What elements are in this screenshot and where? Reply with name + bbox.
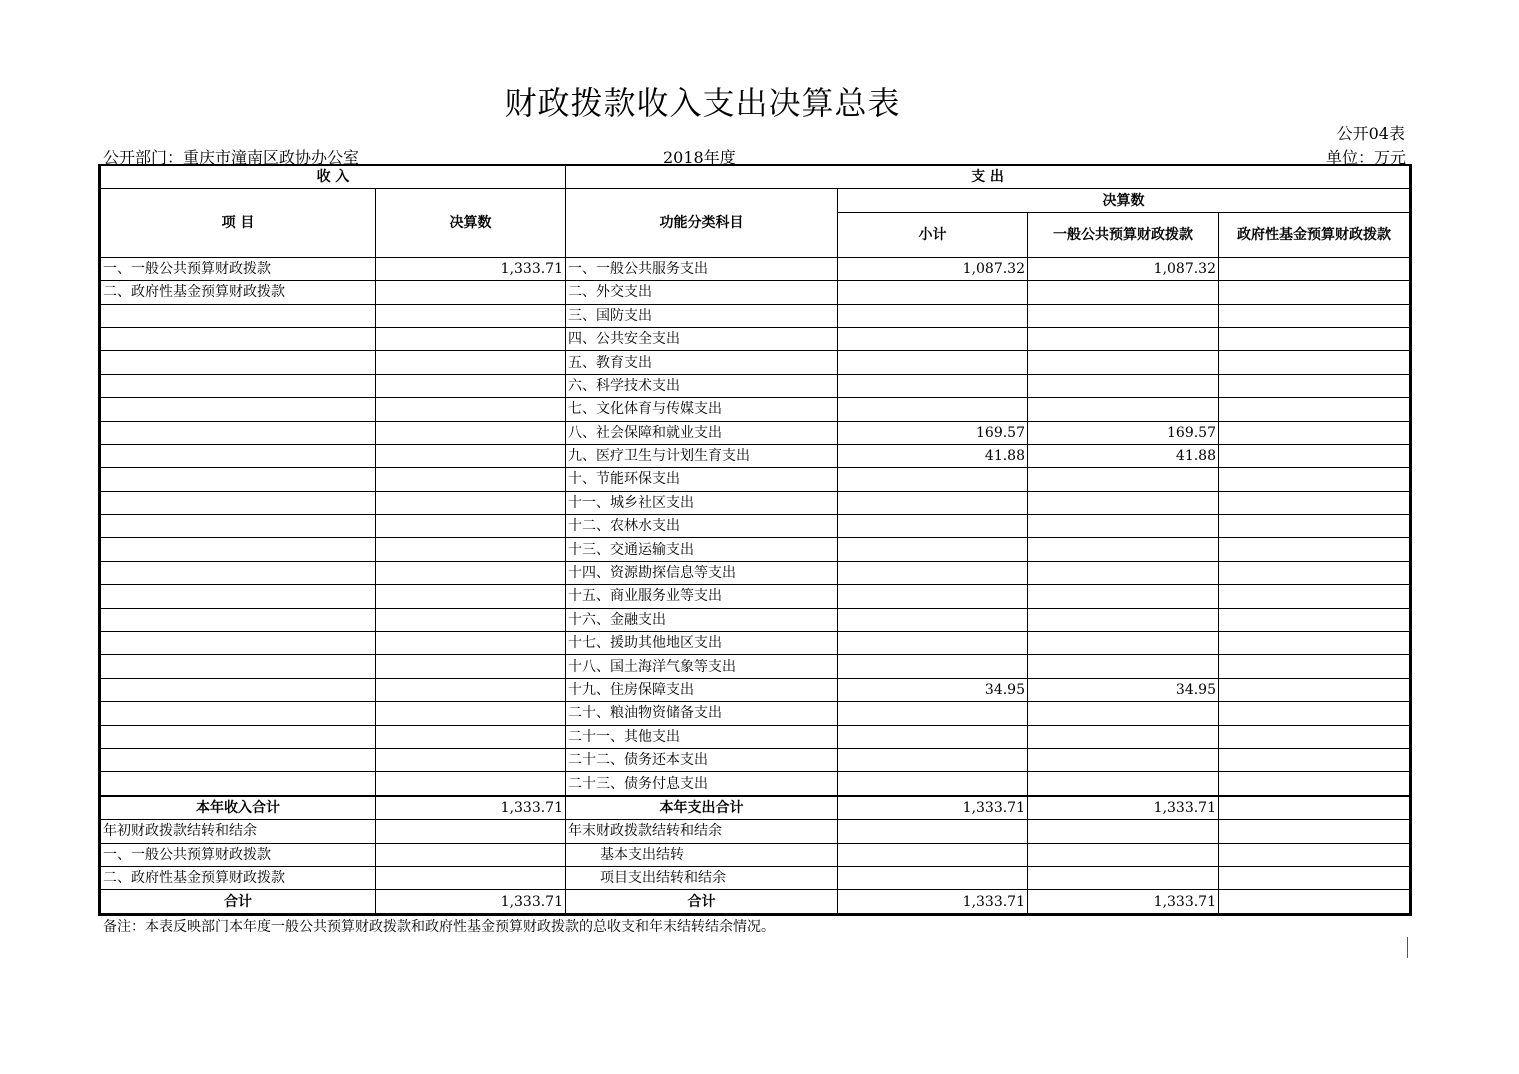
general-budget-cell: 41.88 — [1028, 444, 1219, 467]
income-item-cell — [100, 608, 376, 631]
income-amount-cell — [376, 772, 566, 796]
subtotal-cell — [838, 281, 1028, 304]
table-row — [100, 374, 1411, 397]
income-amount-cell — [376, 515, 566, 538]
header-row-2 — [100, 189, 1411, 212]
footnote: 备注：本表反映部门本年度一般公共预算财政拨款和政府性基金预算财政拨款的总收支和年末结转结余情况。 — [103, 919, 775, 935]
income-item-cell — [100, 444, 376, 467]
income-item-cell — [100, 374, 376, 397]
income-item-cell — [100, 304, 376, 327]
income-amount-cell — [376, 538, 566, 561]
table-row — [100, 655, 1411, 678]
carry-row — [100, 866, 1411, 889]
fund-budget-cell — [1219, 585, 1411, 608]
expense-item-cell: 三、国防支出 — [566, 304, 838, 327]
year-total-row — [100, 796, 1411, 820]
income-amount-cell — [376, 491, 566, 514]
income-item-cell: 本年收入合计 — [100, 796, 376, 820]
income-header: 收 入 — [100, 165, 566, 189]
general-budget-cell — [1028, 632, 1219, 655]
general-budget-cell — [1028, 491, 1219, 514]
general-budget-cell — [1028, 820, 1219, 843]
general-budget-cell — [1028, 866, 1219, 889]
income-amount-cell — [376, 748, 566, 771]
subtotal-cell — [838, 585, 1028, 608]
expense-item-cell: 项目支出结转和结余 — [566, 866, 838, 889]
expense-item-cell: 七、文化体育与传媒支出 — [566, 398, 838, 421]
fund-budget-cell — [1219, 421, 1411, 444]
subtotal-cell — [838, 655, 1028, 678]
general-budget-cell: 1,333.71 — [1028, 796, 1219, 820]
income-amount-cell — [376, 351, 566, 374]
fund-budget-cell — [1219, 351, 1411, 374]
income-item-cell — [100, 632, 376, 655]
expense-item-cell: 十一、城乡社区支出 — [566, 491, 838, 514]
expense-item-cell: 十、节能环保支出 — [566, 468, 838, 491]
carry-row — [100, 820, 1411, 843]
fund-budget-cell — [1219, 702, 1411, 725]
fund-budget-cell — [1219, 257, 1411, 280]
income-amount-cell — [376, 304, 566, 327]
subtotal-cell: 34.95 — [838, 678, 1028, 701]
subtotal-cell — [838, 491, 1028, 514]
income-amount-cell — [376, 468, 566, 491]
amount-header: 决算数 — [376, 189, 566, 257]
subtotal-cell — [838, 327, 1028, 350]
table-row — [100, 398, 1411, 421]
fund-budget-cell — [1219, 374, 1411, 397]
fund-budget-cell — [1219, 890, 1411, 914]
expense-item-cell: 一、一般公共服务支出 — [566, 257, 838, 280]
income-item-cell — [100, 678, 376, 701]
income-item-cell: 年初财政拨款结转和结余 — [100, 820, 376, 843]
general-budget-cell — [1028, 327, 1219, 350]
income-item-cell — [100, 538, 376, 561]
fund-budget-cell — [1219, 866, 1411, 889]
fund-budget-cell — [1219, 468, 1411, 491]
income-item-cell — [100, 398, 376, 421]
table-row — [100, 748, 1411, 771]
fund-budget-header: 政府性基金预算财政拨款 — [1219, 212, 1411, 257]
income-item-cell: 合计 — [100, 890, 376, 914]
subtotal-cell — [838, 702, 1028, 725]
form-number: 公开04表 — [1336, 124, 1405, 143]
expense-item-cell: 六、科学技术支出 — [566, 374, 838, 397]
income-item-cell: 二、政府性基金预算财政拨款 — [100, 281, 376, 304]
income-amount-cell: 1,333.71 — [376, 890, 566, 914]
subtotal-cell — [838, 772, 1028, 796]
income-amount-cell — [376, 444, 566, 467]
subtotal-cell: 169.57 — [838, 421, 1028, 444]
general-budget-cell — [1028, 515, 1219, 538]
header-row-1 — [100, 165, 1411, 189]
income-amount-cell — [376, 632, 566, 655]
table-row — [100, 515, 1411, 538]
subtotal-cell — [838, 304, 1028, 327]
income-amount-cell: 1,333.71 — [376, 796, 566, 820]
general-budget-cell — [1028, 468, 1219, 491]
subtotal-cell — [838, 632, 1028, 655]
general-budget-cell — [1028, 843, 1219, 866]
fund-budget-cell — [1219, 327, 1411, 350]
expense-item-cell: 二十三、债务付息支出 — [566, 772, 838, 796]
income-amount-cell — [376, 866, 566, 889]
table-row — [100, 538, 1411, 561]
general-budget-cell — [1028, 702, 1219, 725]
expense-item-cell: 二十一、其他支出 — [566, 725, 838, 748]
general-budget-cell: 1,333.71 — [1028, 890, 1219, 914]
income-item-cell — [100, 585, 376, 608]
fund-budget-cell — [1219, 843, 1411, 866]
department-label: 公开部门：重庆市潼南区政协办公室 — [103, 148, 360, 167]
table-row — [100, 632, 1411, 655]
income-item-cell: 一、一般公共预算财政拨款 — [100, 257, 376, 280]
income-amount-cell — [376, 327, 566, 350]
expense-item-cell: 十七、援助其他地区支出 — [566, 632, 838, 655]
general-budget-cell — [1028, 725, 1219, 748]
fiscal-table — [98, 164, 1412, 916]
table-row — [100, 444, 1411, 467]
subtotal-cell: 1,087.32 — [838, 257, 1028, 280]
subtotal-cell — [838, 561, 1028, 584]
fund-budget-cell — [1219, 608, 1411, 631]
expense-item-cell: 年末财政拨款结转和结余 — [566, 820, 838, 843]
general-budget-cell — [1028, 608, 1219, 631]
expense-item-cell: 二十、粮油物资储备支出 — [566, 702, 838, 725]
expense-header: 支 出 — [566, 165, 1411, 189]
income-item-cell: 一、一般公共预算财政拨款 — [100, 843, 376, 866]
fund-budget-cell — [1219, 281, 1411, 304]
income-item-cell — [100, 655, 376, 678]
income-item-cell — [100, 327, 376, 350]
table-row — [100, 421, 1411, 444]
subtotal-cell — [838, 351, 1028, 374]
income-amount-cell — [376, 281, 566, 304]
fund-budget-cell — [1219, 725, 1411, 748]
table-row — [100, 585, 1411, 608]
carry-row — [100, 843, 1411, 866]
general-budget-cell: 169.57 — [1028, 421, 1219, 444]
table-row — [100, 725, 1411, 748]
grand-total-row — [100, 890, 1411, 914]
expense-item-cell: 十九、住房保障支出 — [566, 678, 838, 701]
fiscal-year: 2018年度 — [663, 148, 736, 167]
general-budget-cell — [1028, 538, 1219, 561]
table-row — [100, 608, 1411, 631]
general-budget-cell — [1028, 398, 1219, 421]
fund-budget-cell — [1219, 820, 1411, 843]
final-amount-header: 决算数 — [838, 189, 1411, 212]
subtotal-cell — [838, 374, 1028, 397]
subtotal-cell — [838, 748, 1028, 771]
general-budget-cell — [1028, 281, 1219, 304]
table-row — [100, 772, 1411, 796]
table-row — [100, 327, 1411, 350]
subtotal-cell: 1,333.71 — [838, 796, 1028, 820]
subtotal-cell — [838, 515, 1028, 538]
table-row — [100, 561, 1411, 584]
fund-budget-cell — [1219, 491, 1411, 514]
expense-item-cell: 二、外交支出 — [566, 281, 838, 304]
table-row — [100, 304, 1411, 327]
page-edge-mark — [1407, 937, 1408, 958]
income-amount-cell — [376, 585, 566, 608]
fund-budget-cell — [1219, 772, 1411, 796]
table-row — [100, 281, 1411, 304]
fund-budget-cell — [1219, 561, 1411, 584]
page-title: 财政拨款收入支出决算总表 — [504, 84, 901, 122]
table-row — [100, 257, 1411, 280]
subtotal-header: 小计 — [838, 212, 1028, 257]
fund-budget-cell — [1219, 632, 1411, 655]
subtotal-cell — [838, 608, 1028, 631]
income-item-cell — [100, 702, 376, 725]
subtotal-cell: 1,333.71 — [838, 890, 1028, 914]
income-amount-cell — [376, 421, 566, 444]
general-budget-cell — [1028, 748, 1219, 771]
subtotal-cell — [838, 538, 1028, 561]
income-amount-cell — [376, 398, 566, 421]
subtotal-cell: 41.88 — [838, 444, 1028, 467]
fund-budget-cell — [1219, 678, 1411, 701]
income-item-cell — [100, 561, 376, 584]
income-item-cell — [100, 491, 376, 514]
income-item-cell — [100, 421, 376, 444]
income-amount-cell — [376, 608, 566, 631]
general-budget-cell: 34.95 — [1028, 678, 1219, 701]
income-amount-cell — [376, 843, 566, 866]
func-subject-header: 功能分类科目 — [566, 189, 838, 257]
expense-item-cell: 十二、农林水支出 — [566, 515, 838, 538]
expense-item-cell: 十四、资源勘探信息等支出 — [566, 561, 838, 584]
general-budget-cell — [1028, 351, 1219, 374]
expense-item-cell: 十五、商业服务业等支出 — [566, 585, 838, 608]
expense-item-cell: 十三、交通运输支出 — [566, 538, 838, 561]
table-row — [100, 491, 1411, 514]
item-header: 项 目 — [100, 189, 376, 257]
general-budget-cell — [1028, 561, 1219, 584]
income-item-cell — [100, 515, 376, 538]
subtotal-cell — [838, 843, 1028, 866]
income-amount-cell — [376, 725, 566, 748]
general-budget-header: 一般公共预算财政拨款 — [1028, 212, 1219, 257]
table-row — [100, 468, 1411, 491]
table-row — [100, 351, 1411, 374]
expense-item-cell: 合计 — [566, 890, 838, 914]
expense-item-cell: 四、公共安全支出 — [566, 327, 838, 350]
expense-item-cell: 五、教育支出 — [566, 351, 838, 374]
fund-budget-cell — [1219, 444, 1411, 467]
income-amount-cell — [376, 820, 566, 843]
subtotal-cell — [838, 820, 1028, 843]
income-amount-cell — [376, 655, 566, 678]
subtotal-cell — [838, 468, 1028, 491]
fund-budget-cell — [1219, 796, 1411, 820]
income-amount-cell: 1,333.71 — [376, 257, 566, 280]
income-item-cell — [100, 725, 376, 748]
income-amount-cell — [376, 561, 566, 584]
expense-item-cell: 本年支出合计 — [566, 796, 838, 820]
expense-item-cell: 九、医疗卫生与计划生育支出 — [566, 444, 838, 467]
general-budget-cell — [1028, 585, 1219, 608]
unit-label: 单位：万元 — [1325, 148, 1406, 167]
fund-budget-cell — [1219, 748, 1411, 771]
subtotal-cell — [838, 725, 1028, 748]
general-budget-cell — [1028, 374, 1219, 397]
fund-budget-cell — [1219, 398, 1411, 421]
expense-item-cell: 二十二、债务还本支出 — [566, 748, 838, 771]
fund-budget-cell — [1219, 304, 1411, 327]
general-budget-cell — [1028, 304, 1219, 327]
income-item-cell: 二、政府性基金预算财政拨款 — [100, 866, 376, 889]
fund-budget-cell — [1219, 538, 1411, 561]
expense-item-cell: 八、社会保障和就业支出 — [566, 421, 838, 444]
expense-item-cell: 十八、国土海洋气象等支出 — [566, 655, 838, 678]
income-item-cell — [100, 772, 376, 796]
general-budget-cell — [1028, 772, 1219, 796]
general-budget-cell: 1,087.32 — [1028, 257, 1219, 280]
expense-item-cell: 十六、金融支出 — [566, 608, 838, 631]
income-item-cell — [100, 748, 376, 771]
table-row — [100, 678, 1411, 701]
fund-budget-cell — [1219, 655, 1411, 678]
table-row — [100, 702, 1411, 725]
general-budget-cell — [1028, 655, 1219, 678]
income-amount-cell — [376, 374, 566, 397]
subtotal-cell — [838, 398, 1028, 421]
expense-item-cell: 基本支出结转 — [566, 843, 838, 866]
income-item-cell — [100, 468, 376, 491]
income-item-cell — [100, 351, 376, 374]
income-amount-cell — [376, 678, 566, 701]
meta-row — [103, 145, 1406, 165]
subtotal-cell — [838, 866, 1028, 889]
fund-budget-cell — [1219, 515, 1411, 538]
income-amount-cell — [376, 702, 566, 725]
